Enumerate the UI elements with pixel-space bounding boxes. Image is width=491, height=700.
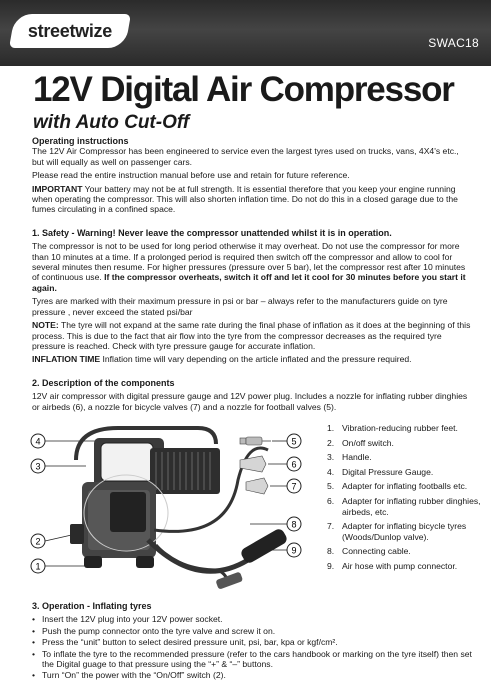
compressor-diagram [28, 420, 318, 592]
svg-text:2: 2 [35, 536, 41, 547]
operation-steps [32, 614, 472, 680]
svg-text:4: 4 [35, 436, 41, 447]
important-label: IMPORTANT [32, 183, 83, 194]
safety-text: The compressor is not to be used for long period otherwise it may overheat. Do not use the compressor for more than 10 minutes at a time. If a prolonged period is required then switch off the compressor and allow to cool for several minutes then resume. For higher pressures (pressure over 5 bar), let the compressor rest after 10 minutes of continuous use. [32, 241, 466, 283]
list-item: 2. On/off switch. [327, 437, 394, 448]
svg-text:3: 3 [35, 461, 41, 472]
list-item: • Insert the 12V plug into your 12V power socket. [32, 614, 472, 624]
svg-text:8: 8 [291, 519, 297, 530]
callout-3 [31, 459, 86, 473]
product-code: SWAC18 [428, 36, 479, 50]
operating-read-note: Please read the entire instruction manual before use and retain for future reference. [32, 170, 350, 181]
note-paragraph [32, 320, 472, 351]
adapter-football [240, 437, 271, 445]
inflation-text: Inflation time will vary depending on the article inflated and the pressure required. [100, 354, 412, 365]
list-item: • Press the “unit” button to select desired pressure unit, psi, bar, kpa or kgf/cm². [32, 637, 472, 647]
note-label: NOTE: [32, 320, 59, 331]
adapter-dinghy [240, 456, 266, 472]
list-item: 8. Connecting cable. [327, 546, 411, 557]
list-item: 7. Adapter for inflating bicycle tyres (Woods/Dunlop valve). [327, 521, 467, 542]
inflation-paragraph [32, 354, 472, 364]
brand-logo [9, 14, 131, 48]
components-heading: 2. Description of the components [32, 377, 175, 388]
important-text: Your battery may not be at full strength. It is essential therefore that you keep your engine running when operating the compressor. This will also shorten inflation time. Do not do this in a closed garage due to the fumes circulating in a confined space. [32, 183, 458, 215]
svg-text:1: 1 [35, 561, 41, 572]
svg-text:9: 9 [291, 545, 297, 556]
instructions-body [32, 136, 472, 415]
callout-6 [268, 457, 301, 471]
list-item: 5. Adapter for inflating footballs etc. [327, 481, 468, 492]
callout-5 [272, 434, 301, 448]
list-item: 1. Vibration-reducing rubber feet. [327, 423, 458, 433]
important-paragraph [32, 184, 472, 215]
svg-text:6: 6 [291, 459, 297, 470]
list-item: 6. Adapter for inflating rubber dinghies, airbeds, etc. [327, 495, 481, 517]
operation-section [32, 601, 472, 682]
callout-7 [270, 479, 301, 493]
inflation-label: INFLATION TIME [32, 354, 101, 365]
operation-heading: 3. Operation - Inflating tyres [32, 601, 152, 611]
components-intro: 12V air compressor with digital pressure gauge and 12V power plug. Includes a nozzle for inflating rubber dinghies or airbeds (6), a nozzle for bicycle valves (7) and a nozzle for football valves (5). [32, 391, 468, 412]
adapter-bicycle [246, 478, 268, 494]
callout-8 [250, 517, 301, 531]
page-title: 12V Digital Air Compressor [33, 70, 454, 109]
header-banner [0, 0, 491, 66]
list-item: 9. Air hose with pump connector. [327, 560, 458, 571]
list-item: • Turn “On” the power with the “On/Off” switch (2). [32, 670, 472, 680]
safety-paragraph [32, 241, 472, 293]
list-item: 4. Digital Pressure Gauge. [327, 466, 434, 477]
safety-warning: If the compressor overheats, switch it off and let it cool for 30 minutes before you start it again. [32, 272, 466, 293]
note-text: The tyre will not expand at the same rate during the final phase of inflation as it does at the beginning of this process. This is due to the fact that air flow into the tyre from the compressor decreases as the required tyre pressure is reached. Check with tyre pressure gauge for accurate inflation. [32, 320, 471, 351]
list-item: • Push the pump connector onto the tyre valve and screw it on. [32, 626, 472, 636]
tyre-pressure-paragraph: Tyres are marked with their maximum pressure in psi or bar – always refer to the manufacturers guide on tyre pressure , never exceed the stated psi/bar [32, 296, 448, 317]
compressor-unit [70, 428, 289, 590]
svg-text:7: 7 [291, 481, 297, 492]
parts-list [327, 423, 487, 576]
operating-intro: The 12V Air Compressor has been engineered to service even the largest tyres used on trucks, vans, 4X4's etc., but will equally as well on passenger cars. [32, 146, 459, 167]
page-subtitle: with Auto Cut-Off [33, 112, 190, 133]
callout-1 [31, 559, 86, 573]
callout-2 [31, 534, 76, 548]
operating-heading: Operating instructions [32, 136, 129, 146]
svg-text:5: 5 [291, 436, 297, 447]
safety-heading: 1. Safety - Warning! Never leave the compressor unattended whilst it is in operation. [32, 227, 392, 238]
brand-name: streetwize [27, 20, 113, 41]
list-item: 3. Handle. [327, 452, 372, 463]
list-item: • To inflate the tyre to the recommended pressure (refer to the cars handbook or marking on the tyre itself) then set the Digital guage to that pressure using the “+” & “–” buttons. [32, 649, 472, 670]
